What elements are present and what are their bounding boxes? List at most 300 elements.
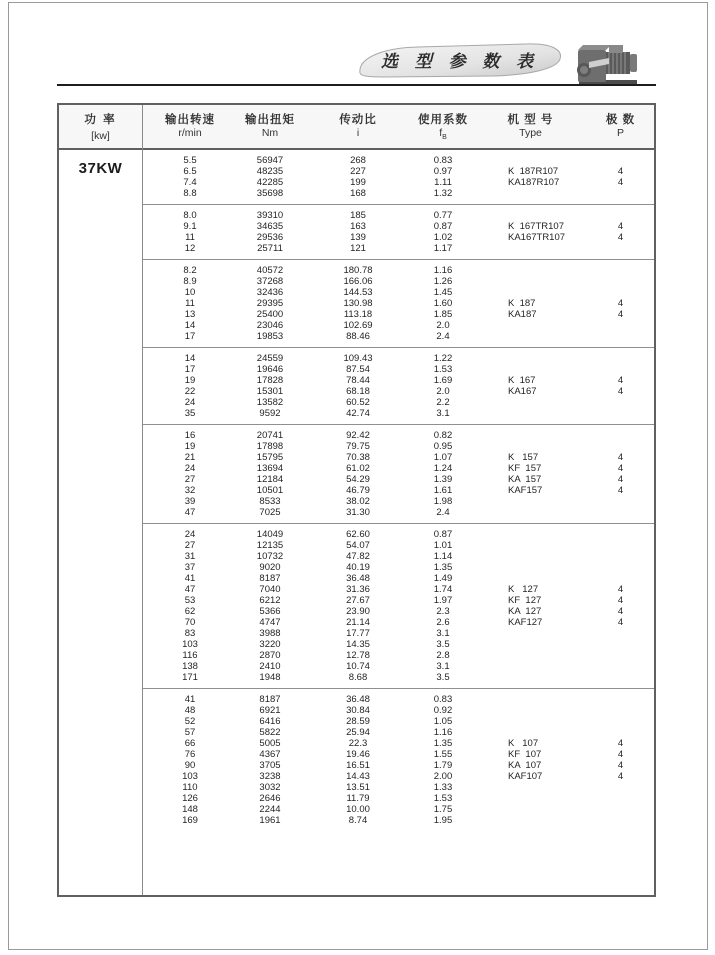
table-row [143,485,654,496]
cell-output-torque: 13694 [256,463,284,474]
power-value: 37KW [78,160,123,177]
cell-service-factor: 2.2 [436,397,450,408]
cell-ratio: 38.02 [346,496,370,507]
cell-ratio: 168 [350,188,366,199]
table-row [143,628,654,639]
cell-ratio: 30.84 [346,705,370,716]
table-row [143,760,654,771]
table-row [143,672,654,683]
cell-output-torque: 32436 [256,287,284,298]
cell-output-speed: 70 [184,617,196,628]
power-header-label: 功 率 [84,114,117,126]
table-row [143,177,654,188]
table-row [143,331,654,342]
cell-output-speed: 110 [182,782,198,793]
selection-table [57,103,656,897]
cell-type: KA167 [508,386,537,397]
cell-service-factor: 1.35 [433,562,453,573]
table-row [143,474,654,485]
cell-type: KA167TR107 [508,232,566,243]
cell-service-factor: 1.85 [433,309,453,320]
cell-output-torque: 29536 [256,232,284,243]
table-row [143,749,654,760]
cell-poles: 4 [617,166,624,177]
cell-service-factor: 2.8 [436,650,450,661]
cell-service-factor: 1.79 [433,760,453,771]
cell-output-speed: 8.0 [183,210,197,221]
cell-output-speed: 6.5 [183,166,197,177]
cell-output-speed: 10 [184,287,196,298]
table-groups [143,150,654,895]
cell-output-torque: 5822 [259,727,281,738]
cell-service-factor: 1.74 [433,584,453,595]
cell-poles: 4 [617,738,624,749]
col-header-torque: 输出扭矩 Nm [245,114,295,140]
cell-output-torque: 7025 [259,507,281,518]
header-rule [57,84,656,86]
cell-poles: 4 [617,760,624,771]
cell-service-factor: 1.14 [433,551,453,562]
table-row [143,573,654,584]
cell-output-torque: 4367 [259,749,281,760]
col-header-type: 机 型 号 Type [507,114,554,140]
table-header-row [143,105,654,150]
table-row [143,408,654,419]
cell-output-speed: 90 [184,760,196,771]
cell-output-torque: 12184 [256,474,284,485]
power-column [59,105,143,895]
cell-service-factor: 0.87 [433,221,453,232]
cell-service-factor: 0.83 [433,155,453,166]
cell-poles: 4 [617,617,624,628]
cell-output-torque: 2870 [259,650,281,661]
cell-output-speed: 5.5 [183,155,197,166]
cell-output-speed: 53 [184,595,196,606]
cell-type: K 187R107 [508,166,559,177]
cell-output-speed: 11 [185,232,195,243]
cell-output-speed: 41 [184,573,196,584]
cell-output-speed: 19 [184,375,196,386]
cell-ratio: 60.52 [346,397,370,408]
cell-output-speed: 83 [184,628,196,639]
cell-type: K 167 [508,375,536,386]
cell-service-factor: 0.95 [433,441,453,452]
cell-output-torque: 10501 [256,485,284,496]
ratio-group [143,260,654,348]
ratio-group [143,205,654,260]
cell-ratio: 31.36 [346,584,370,595]
cell-service-factor: 3.1 [436,628,450,639]
cell-output-speed: 16 [184,430,196,441]
cell-output-torque: 3238 [259,771,281,782]
cell-output-torque: 6416 [259,716,281,727]
table-row [143,771,654,782]
cell-service-factor: 1.98 [433,496,453,507]
cell-poles: 4 [617,177,624,188]
cell-output-speed: 169 [182,815,198,826]
table-row [143,364,654,375]
cell-output-torque: 25400 [256,309,284,320]
cell-output-torque: 4747 [259,617,281,628]
cell-type: KF 107 [508,749,542,760]
cell-ratio: 47.82 [346,551,370,562]
cell-ratio: 227 [350,166,366,177]
cell-service-factor: 1.02 [433,232,453,243]
table-row [143,782,654,793]
table-row [143,397,654,408]
cell-ratio: 14.35 [346,639,370,650]
cell-output-speed: 148 [182,804,198,815]
cell-ratio: 27.67 [346,595,370,606]
cell-output-torque: 25711 [257,243,283,254]
table-row [143,441,654,452]
cell-output-speed: 17 [184,331,196,342]
cell-type: KA 127 [508,606,542,617]
cell-service-factor: 1.45 [433,287,453,298]
cell-output-torque: 2244 [259,804,281,815]
cell-service-factor: 2.0 [436,320,450,331]
cell-ratio: 78.44 [346,375,370,386]
cell-poles: 4 [617,452,624,463]
table-row [143,243,654,254]
table-row [143,309,654,320]
cell-output-speed: 116 [182,650,198,661]
cell-ratio: 31.30 [346,507,370,518]
cell-output-speed: 11 [185,298,195,309]
cell-ratio: 14.43 [346,771,370,782]
cell-service-factor: 1.60 [433,298,453,309]
table-row [143,507,654,518]
cell-ratio: 46.79 [346,485,370,496]
cell-type: KF 127 [508,595,542,606]
cell-service-factor: 2.0 [436,386,450,397]
cell-ratio: 130.98 [343,298,373,309]
cell-poles: 4 [617,749,624,760]
cell-output-speed: 7.4 [183,177,197,188]
cell-type: K 127 [508,584,539,595]
cell-service-factor: 1.26 [433,276,453,287]
cell-service-factor: 1.53 [433,793,453,804]
cell-poles: 4 [617,309,624,320]
table-row [143,287,654,298]
cell-output-speed: 52 [184,716,196,727]
cell-poles: 4 [617,595,624,606]
cell-output-speed: 24 [184,463,196,474]
cell-service-factor: 1.39 [433,474,453,485]
cell-ratio: 22.3 [348,738,368,749]
cell-ratio: 102.69 [343,320,373,331]
ratio-group [143,425,654,524]
cell-poles: 4 [617,463,624,474]
cell-ratio: 139 [350,232,366,243]
table-row [143,210,654,221]
ratio-group [143,689,654,895]
cell-output-speed: 62 [184,606,196,617]
cell-service-factor: 1.61 [433,485,453,496]
cell-type: KAF107 [508,771,543,782]
table-row [143,463,654,474]
ratio-group [143,150,654,205]
table-row [143,595,654,606]
cell-output-torque: 15795 [256,452,284,463]
cell-type: K 187 [508,298,536,309]
cell-service-factor: 1.55 [433,749,453,760]
cell-output-torque: 20741 [256,430,284,441]
cell-output-torque: 3032 [259,782,281,793]
cell-output-speed: 21 [184,452,196,463]
cell-output-speed: 66 [184,738,196,749]
cell-output-torque: 23046 [256,320,284,331]
table-row [143,375,654,386]
table-row [143,716,654,727]
table-row [143,529,654,540]
table-row [143,606,654,617]
cell-output-speed: 24 [184,397,196,408]
table-row [143,188,654,199]
table-row [143,551,654,562]
cell-output-torque: 13582 [256,397,284,408]
cell-ratio: 28.59 [346,716,370,727]
cell-output-torque: 29395 [256,298,284,309]
table-row [143,320,654,331]
cell-poles: 4 [617,232,624,243]
cell-ratio: 23.90 [346,606,370,617]
cell-service-factor: 1.95 [433,815,453,826]
cell-service-factor: 0.83 [433,694,453,705]
cell-output-speed: 48 [184,705,196,716]
table-row [143,155,654,166]
cell-output-torque: 3705 [259,760,281,771]
cell-type: K 107 [508,738,539,749]
cell-output-speed: 8.9 [183,276,197,287]
cell-output-speed: 22 [184,386,196,397]
cell-service-factor: 3.5 [436,672,450,683]
cell-service-factor: 3.1 [436,661,450,672]
cell-poles: 4 [617,221,624,232]
cell-ratio: 180.78 [343,265,373,276]
cell-output-torque: 15301 [256,386,284,397]
col-header-poles: 极 数 P [605,114,636,140]
cell-output-torque: 37268 [256,276,284,287]
cell-output-speed: 19 [184,441,196,452]
table-row [143,727,654,738]
cell-output-torque: 34635 [256,221,284,232]
table-row [143,298,654,309]
cell-ratio: 16.51 [346,760,370,771]
cell-ratio: 268 [350,155,366,166]
cell-output-speed: 14 [184,320,196,331]
cell-output-torque: 24559 [256,353,284,364]
cell-poles: 4 [617,474,624,485]
table-row [143,804,654,815]
cell-output-speed: 47 [184,584,196,595]
power-column-header [59,105,142,150]
cell-output-speed: 103 [182,771,198,782]
table-row [143,265,654,276]
cell-ratio: 25.94 [346,727,370,738]
cell-ratio: 12.78 [346,650,370,661]
cell-output-torque: 2410 [259,661,281,672]
cell-ratio: 54.07 [346,540,370,551]
cell-output-torque: 5366 [259,606,281,617]
cell-ratio: 11.79 [346,793,370,804]
page-title: 选 型 参 数 表 [381,52,539,71]
cell-ratio: 70.38 [346,452,370,463]
cell-ratio: 40.19 [346,562,370,573]
table-row [143,452,654,463]
cell-service-factor: 1.16 [433,265,453,276]
cell-output-torque: 17898 [256,441,284,452]
cell-ratio: 113.18 [343,309,373,320]
cell-service-factor: 0.97 [433,166,453,177]
table-row [143,694,654,705]
cell-output-torque: 8187 [259,694,281,705]
col-header-service-factor: 使用系数 $f_B$ [418,114,468,142]
cell-poles: 4 [617,375,624,386]
cell-ratio: 92.42 [346,430,370,441]
cell-service-factor: 1.69 [433,375,453,386]
cell-poles: 4 [617,485,624,496]
cell-type: K 167TR107 [508,221,564,232]
cell-output-speed: 27 [184,474,196,485]
cell-ratio: 36.48 [346,694,370,705]
cell-output-torque: 1961 [259,815,281,826]
cell-service-factor: 1.16 [433,727,453,738]
cell-output-speed: 37 [184,562,196,573]
table-row [143,496,654,507]
cell-ratio: 199 [350,177,366,188]
cell-ratio: 166.06 [343,276,373,287]
cell-ratio: 8.74 [348,815,368,826]
cell-output-speed: 126 [182,793,198,804]
cell-type: KA187 [508,309,537,320]
cell-ratio: 17.77 [346,628,370,639]
cell-service-factor: 2.4 [436,507,450,518]
cell-ratio: 121 [350,243,366,254]
col-header-ratio: 传动比 i [339,114,377,140]
table-row [143,353,654,364]
table-row [143,540,654,551]
cell-service-factor: 3.5 [436,639,450,650]
cell-output-speed: 8.2 [183,265,197,276]
cell-output-torque: 3988 [259,628,281,639]
cell-service-factor: 0.92 [433,705,453,716]
cell-service-factor: 1.97 [433,595,453,606]
cell-service-factor: 1.11 [434,177,452,188]
cell-service-factor: 1.53 [433,364,453,375]
cell-output-speed: 31 [184,551,196,562]
cell-poles: 4 [617,298,624,309]
cell-service-factor: 1.05 [433,716,453,727]
cell-service-factor: 1.33 [433,782,453,793]
cell-ratio: 21.14 [346,617,370,628]
cell-service-factor: 1.49 [433,573,453,584]
table-row [143,650,654,661]
cell-service-factor: 2.00 [433,771,453,782]
table-row [143,815,654,826]
cell-output-speed: 47 [184,507,196,518]
cell-type: KAF157 [508,485,543,496]
cell-output-torque: 19646 [256,364,284,375]
cell-ratio: 13.51 [346,782,370,793]
cell-ratio: 54.29 [346,474,370,485]
cell-output-torque: 6921 [259,705,281,716]
title-banner [356,42,564,80]
cell-output-speed: 35 [184,408,196,419]
table-row [143,386,654,397]
cell-service-factor: 0.87 [433,529,453,540]
cell-output-torque: 48235 [256,166,284,177]
cell-output-torque: 9020 [259,562,281,573]
cell-output-torque: 14049 [256,529,284,540]
gearmotor-image [575,40,643,90]
cell-output-speed: 76 [184,749,196,760]
cell-output-torque: 8187 [259,573,281,584]
cell-poles: 4 [617,771,624,782]
cell-output-speed: 41 [184,694,196,705]
cell-ratio: 144.53 [343,287,373,298]
cell-service-factor: 2.6 [436,617,450,628]
cell-ratio: 42.74 [346,408,370,419]
cell-output-torque: 1948 [259,672,281,683]
cell-service-factor: 0.77 [433,210,453,221]
table-row [143,793,654,804]
cell-service-factor: 1.17 [433,243,453,254]
cell-service-factor: 1.07 [433,452,453,463]
cell-output-speed: 138 [182,661,198,672]
cell-output-torque: 8533 [259,496,281,507]
cell-type: KA 157 [508,474,542,485]
cell-type: KA 107 [508,760,542,771]
cell-ratio: 8.68 [348,672,368,683]
table-row [143,639,654,650]
table-row [143,661,654,672]
cell-ratio: 10.00 [346,804,370,815]
cell-output-speed: 32 [184,485,196,496]
cell-poles: 4 [617,584,624,595]
cell-output-torque: 9592 [259,408,281,419]
table-row [143,584,654,595]
cell-output-torque: 2646 [259,793,281,804]
cell-ratio: 61.02 [346,463,370,474]
cell-output-torque: 17828 [256,375,284,386]
cell-output-speed: 9.1 [183,221,197,232]
table-row [143,617,654,628]
cell-ratio: 185 [350,210,366,221]
cell-output-speed: 103 [182,639,198,650]
cell-service-factor: 0.82 [433,430,453,441]
cell-service-factor: 1.75 [433,804,453,815]
cell-ratio: 87.54 [346,364,370,375]
ratio-group [143,524,654,689]
cell-service-factor: 2.4 [436,331,450,342]
cell-ratio: 19.46 [346,749,370,760]
cell-output-torque: 35698 [256,188,284,199]
table-row [143,562,654,573]
cell-poles: 4 [617,606,624,617]
cell-type: K 157 [508,452,539,463]
cell-service-factor: 1.22 [433,353,453,364]
table-row [143,705,654,716]
table-row [143,221,654,232]
table-row [143,276,654,287]
cell-output-torque: 3220 [259,639,281,650]
cell-ratio: 10.74 [346,661,370,672]
col-header-speed: 输出转速 r/min [165,114,215,140]
cell-ratio: 68.18 [346,386,370,397]
cell-ratio: 62.60 [346,529,370,540]
cell-output-torque: 40572 [256,265,284,276]
